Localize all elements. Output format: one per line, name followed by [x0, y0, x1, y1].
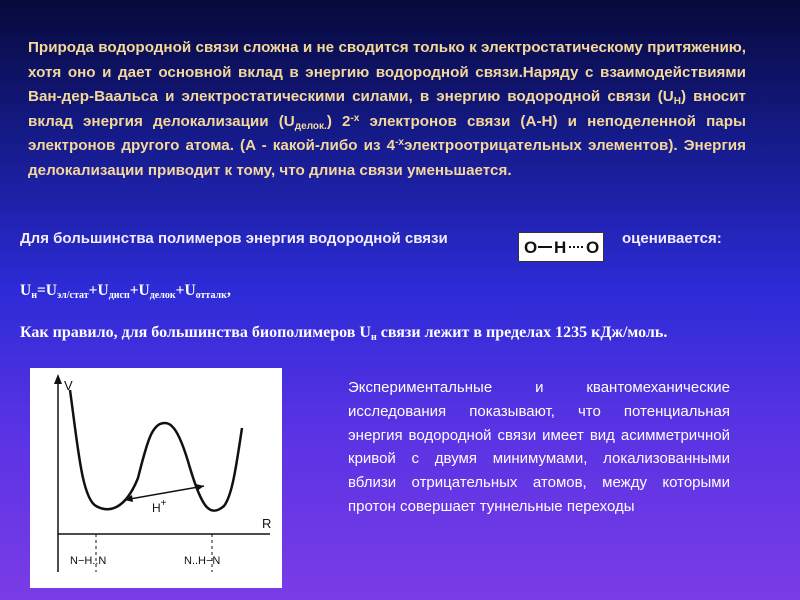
biopolymer-energy-text: Как правило, для большинства биополимеров $U_н$ связи лежит в пределах 1235 кДж/моль.	[20, 324, 668, 343]
potential-energy-graph	[30, 368, 282, 588]
oxygen-right-label: O	[586, 238, 600, 257]
y-axis-label: V	[64, 378, 73, 393]
hydrogen-label: H	[554, 238, 567, 257]
tick-right-label: N..H−N	[184, 555, 221, 567]
estimated-label: оценивается:	[622, 230, 722, 247]
hydrogen-bond-diagram	[518, 232, 604, 262]
intro-paragraph: Природа водородной связи сложна и не сводится только к электростатическому притяжению, хотя оно и дает основной вклад в энергию водородной связи.Наряду с взаимодействиями Ван-дер-Ваальса и электростатическими силами, в энергию водородной связи $(U_H)$ вносит вклад энергия делокализации $(U_{делок.})$ $2^{-x}$ электронов связи (A-H) и неподеленной пары электронов другого атома. (A - какой-либо из $4^{-x}электроотрицательных$ элементов). Энергия делокализации приводит к тому, что длина связи уменьшается.	[28, 39, 746, 179]
oxygen-left-label: O	[524, 238, 538, 257]
potential-curve	[70, 390, 242, 511]
x-axis-label: R	[262, 516, 272, 531]
experimental-paragraph: Экспериментальные и квантомеханические исследования показывают, что потенциальная энергия водородной связи имеет вид асимметричной кривой с двумя минимумами, локализованными вблизи отрицательных атомов, между которыми протон совершает туннельные переходы	[348, 379, 730, 515]
y-axis-arrow	[54, 374, 62, 384]
energy-formula: $U_н=U_{эл/стат}+U_{дисп}+U_{делок}+U_{отталк}$,	[20, 282, 231, 301]
tunnel-arrow-right-head	[196, 484, 204, 491]
proton-label: H+	[152, 498, 167, 515]
polymer-energy-text: Для большинства полимеров энергия водородной связи	[20, 230, 448, 247]
tick-left-label: N−H..N	[70, 555, 107, 567]
